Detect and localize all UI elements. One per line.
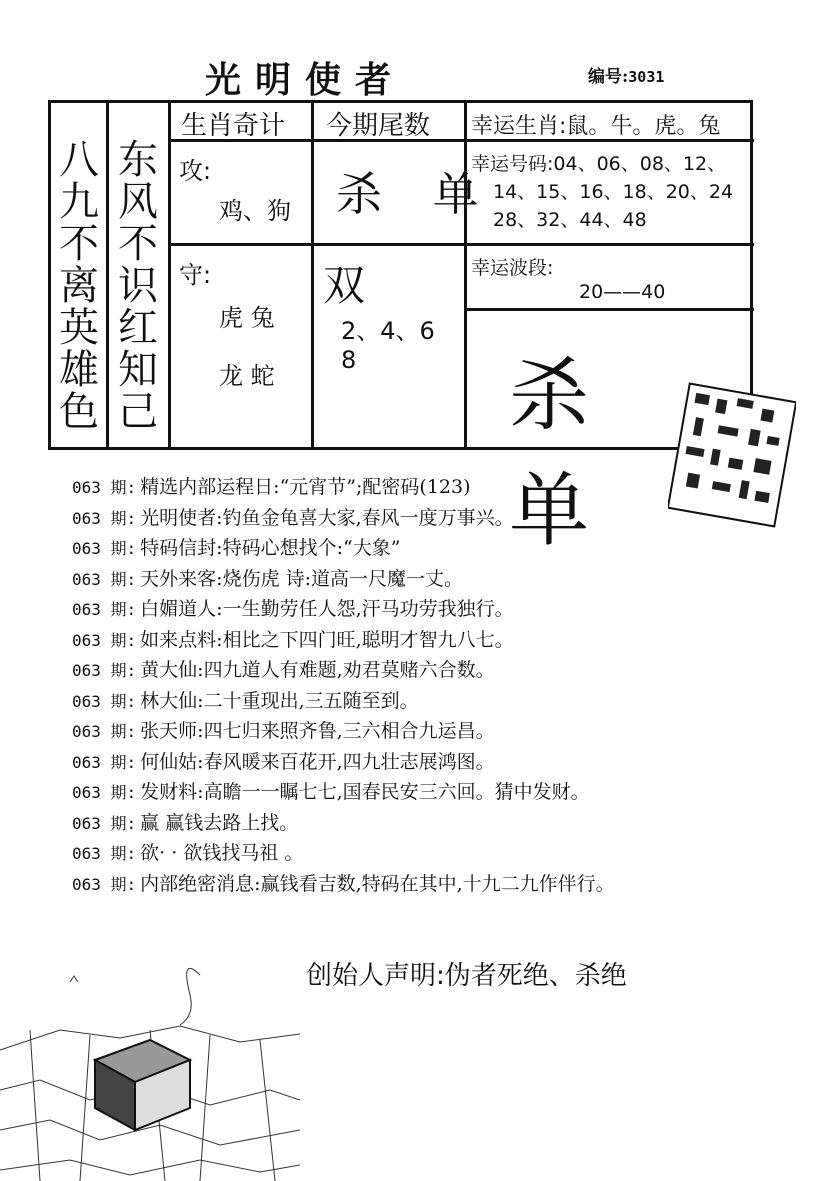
double-line2: 8 <box>341 346 357 374</box>
list-item: 063 期: 白媚道人:一生勤劳任人怨,汗马功劳我独行。 <box>72 598 514 620</box>
forecast-list <box>72 472 792 899</box>
serial-number <box>588 62 664 87</box>
tail-header: 今期尾数 <box>326 111 431 141</box>
list-item: 063 期: 黄大仙:四九道人有难题,劝君莫赌六合数。 <box>72 659 495 681</box>
founder-statement: 创始人声明:伪者死绝、杀绝 <box>306 961 627 991</box>
lucky-zodiac: 幸运生肖:鼠。牛。虎。兔 <box>471 114 721 139</box>
cracked-ground-illustration <box>0 960 300 1181</box>
kill-single-lower: 杀 单 <box>509 349 619 557</box>
list-item: 063 期: 张天师:四七归来照齐鲁,三六相合九运昌。 <box>72 720 495 742</box>
vertical-slogan-2: 东风不识红知己 <box>118 137 158 435</box>
double-label: 双 <box>323 261 366 310</box>
attack-label: 攻: <box>179 157 212 185</box>
list-item: 063 期: 发财料:高瞻一一瞩七七,国春民安三六回。猜中发财。 <box>72 781 590 803</box>
lucky-numbers <box>471 149 726 176</box>
list-item: 063 期: 光明使者:钓鱼金龟喜大家,春风一度万事兴。 <box>72 506 514 529</box>
lucky-band-label: 幸运波段: <box>471 257 554 279</box>
lucky-numbers-row3: 28、32、44、48 <box>493 209 647 231</box>
lucky-numbers-row1: 04、06、08、12、 <box>553 153 727 175</box>
double-line1: 2、4、6 <box>341 317 435 345</box>
lucky-numbers-label: 幸运号码: <box>471 153 554 175</box>
defend-label: 守: <box>179 261 212 289</box>
vertical-slogan-1: 八九不离英雄色 <box>59 137 99 435</box>
defend-line1: 虎 兔 <box>219 304 275 332</box>
serial-value: 3031 <box>628 68 665 86</box>
list-item: 063 期: 赢 赢钱去路上找。 <box>72 811 299 834</box>
list-item: 063 期: 特码信封:特码心想找个:“大象” <box>72 537 401 559</box>
lucky-band-value: 20——40 <box>579 281 666 303</box>
list-item: 063 期: 精选内部运程日:“元宵节”;配密码(123) <box>72 476 471 498</box>
list-item: 063 期: 欲· · 欲钱找马祖 。 <box>72 842 304 864</box>
serial-label: 编号: <box>588 67 629 87</box>
list-item: 063 期: 林大仙:二十重现出,三五随至到。 <box>72 689 419 712</box>
list-item: 063 期: 何仙姑:春风暖来百花开,四九壮志展鸿图。 <box>72 750 495 773</box>
lucky-numbers-row2: 14、15、16、18、20、24 <box>493 181 734 203</box>
zodiac-header: 生肖奇计 <box>181 111 286 141</box>
attack-value: 鸡、狗 <box>219 197 291 225</box>
kill-single-upper: 杀 单 <box>336 167 497 221</box>
list-item: 063 期: 如来点料:相比之下四门旺,聪明才智九八七。 <box>72 628 514 651</box>
list-item: 063 期: 天外来客:烧伤虎 诗:道高一尺魔一丈。 <box>72 567 464 590</box>
page-title: 光明使者 <box>205 59 406 101</box>
defend-line2: 龙 蛇 <box>219 362 275 390</box>
list-item: 063 期: 内部绝密消息:赢钱看吉数,特码在其中,十九二九作伴行。 <box>72 872 615 895</box>
